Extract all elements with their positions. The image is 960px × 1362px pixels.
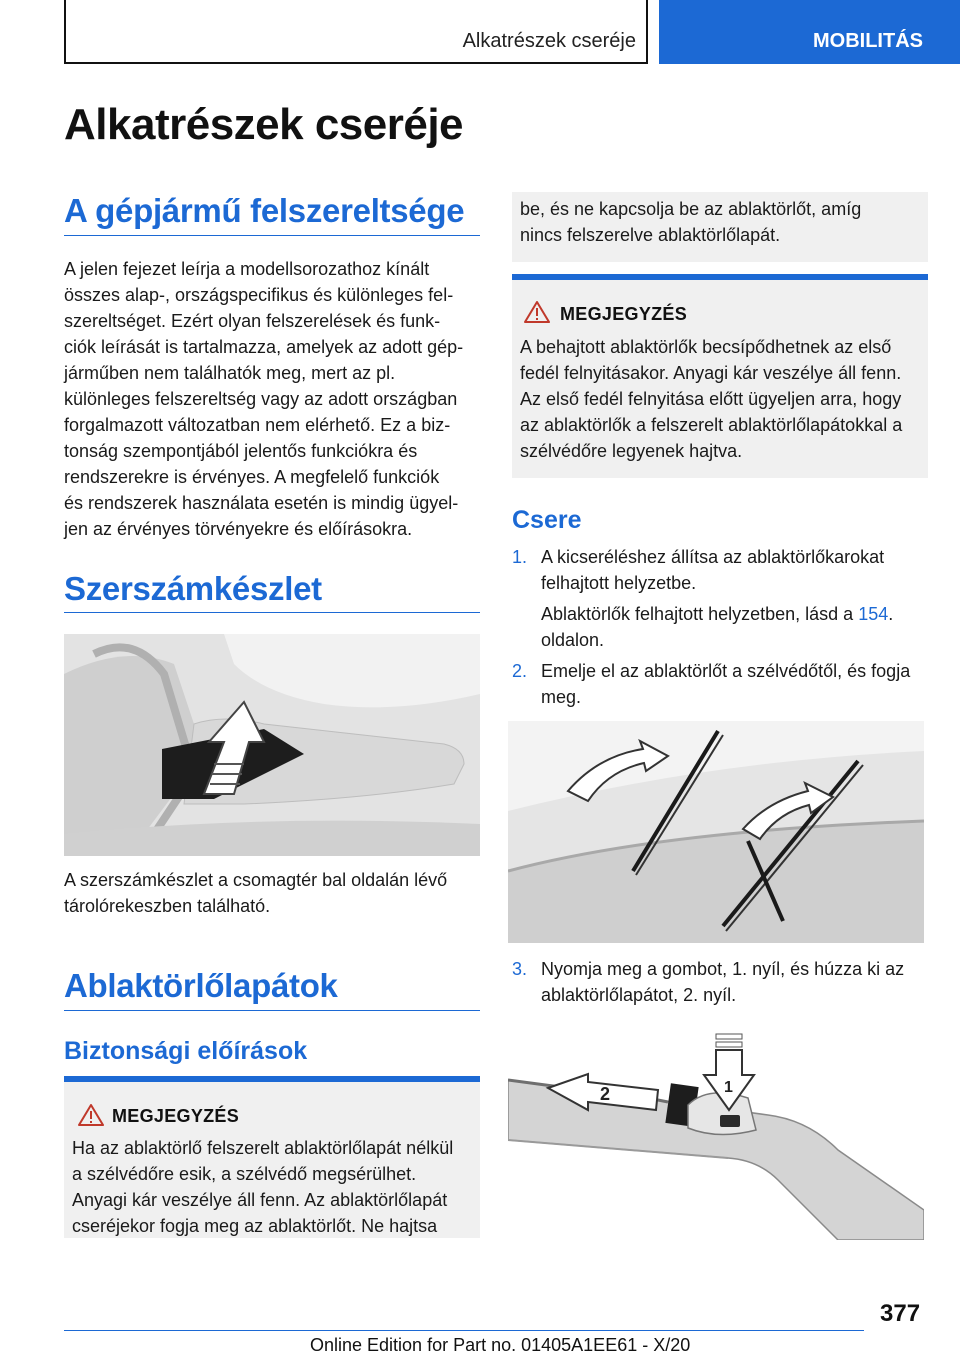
page-title: Alkatrészek cseréje	[64, 100, 464, 149]
header-tab-mobility[interactable]: MOBILITÁS	[659, 0, 960, 64]
footer-rule	[64, 1330, 864, 1331]
note-text: A behajtott ablaktörlők becsípődhetnek az első fedél felnyitásakor. Anyagi kár veszélye áll fenn. Az első fedél felnyitása előtt ügyeljen arra, hogy az ablaktörlők a felszerelt ablaktörlőlapátokkal a szélvédőre legyenek hajtva.	[520, 337, 903, 461]
heading-replacement: Csere	[512, 506, 582, 534]
toolkit-figure	[64, 634, 480, 856]
toolkit-caption: A szerszámkészlet a csomagtér bal oldalán lévő tárolórekeszben található.	[64, 870, 448, 916]
page-number: 377	[880, 1300, 921, 1327]
heading-wiper-blades: Ablaktörlőlapátok	[64, 967, 338, 1004]
heading-rule	[64, 1010, 480, 1011]
heading-equipment: A gépjármű felszereltsége	[64, 192, 465, 229]
equipment-paragraph: A jelen fejezet leírja a modellsorozathoz kínált összes alap-, országspecifikus és különleges fel- szereltséget. Ezért olyan felszerelések és funk- ciók leírását is tartalmazza, amelyek az adott gép- járműben nem találhatók meg, mert az pl. különleges felszereltség vagy az adott országban forgalmazott változatban nem elérhető. Ez a biz- tonság szempontjából jelentős funkciókra és rendszerekre is érvényes. A megfelelő funkciók és rendszerek használata esetén is mindig ügyel- jen az érvényes törvényekre és előírásokra.	[64, 259, 464, 539]
heading-rule	[64, 235, 480, 236]
warning-icon	[78, 1103, 104, 1127]
header-section-title: Alkatrészek cseréje	[462, 30, 636, 52]
note-text: Ha az ablaktörlő felszerelt ablaktörlőlapát nélkül a szélvédőre esik, a szélvédő megsérülhet. Anyagi kár veszélye áll fenn. Az ablaktörlőlapát cseréjekor fogja meg az ablaktörlőt. Ne hajtsa	[72, 1138, 454, 1236]
warning-icon	[524, 300, 550, 324]
note-heading: MEGJEGYZÉS	[112, 1106, 240, 1126]
page-link-154[interactable]: 154	[858, 604, 889, 624]
step-text: Emelje el az ablaktörlőt a szélvédőtől, és fogja meg.	[541, 661, 911, 707]
note-text-continued: be, és ne kapcsolja be az ablaktörlőt, amíg nincs felszerelve ablaktörlőlapát.	[520, 199, 862, 245]
step-number: 2.	[512, 661, 528, 681]
wiper-arms-figure	[508, 721, 924, 943]
note-heading: MEGJEGYZÉS	[560, 304, 688, 324]
heading-rule	[64, 612, 480, 613]
step-text: Nyomja meg a gombot, 1. nyíl, és húzza ki az ablaktörlőlapátot, 2. nyíl.	[541, 959, 905, 1005]
heading-toolkit: Szerszámkészlet	[64, 570, 322, 607]
wiper-blade-button-figure	[508, 1030, 924, 1240]
step-subtext: Ablaktörlők felhajtott helyzetben, lásd a 154. oldalon.	[541, 604, 894, 650]
footer-edition: Online Edition for Part no. 01405A1EE61 - X/20	[310, 1335, 691, 1355]
arrow-label-1: 1	[724, 1079, 733, 1096]
step-number: 3.	[512, 959, 528, 979]
arrow-label-2: 2	[600, 1084, 611, 1104]
step-number: 1.	[512, 547, 528, 567]
heading-safety-notes: Biztonsági előírások	[64, 1037, 308, 1065]
step-text: A kicseréléshez állítsa az ablaktörlőkarokat felhajtott helyzetbe.	[541, 547, 885, 593]
